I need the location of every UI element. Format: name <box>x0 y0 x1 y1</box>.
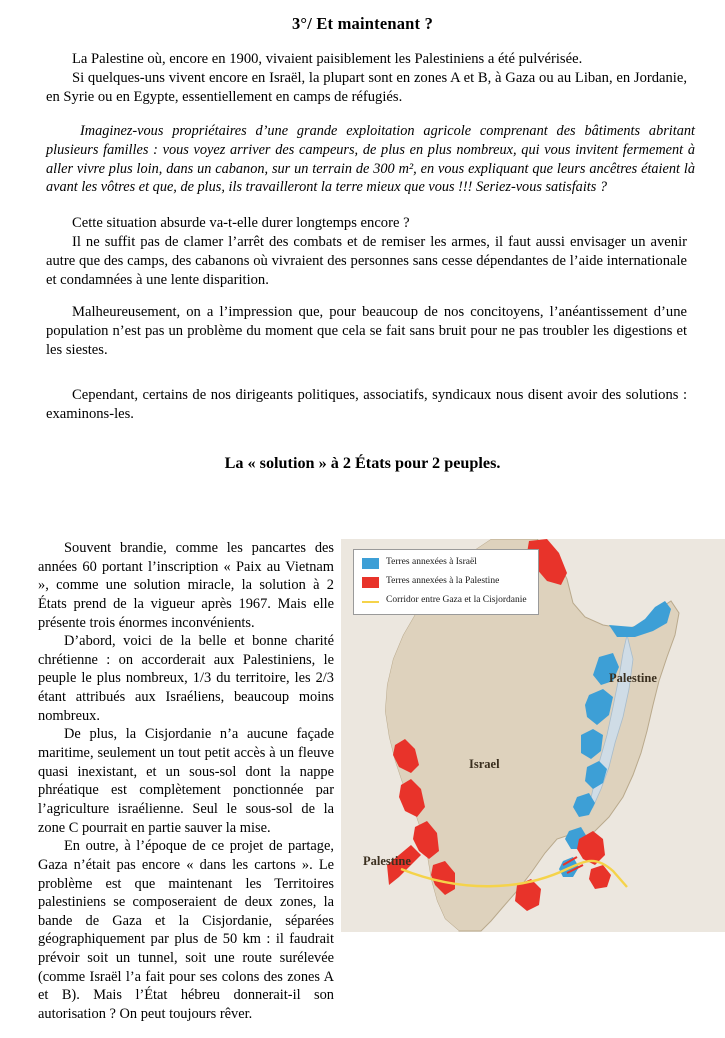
map-label-palestine-southwest: Palestine <box>363 854 411 868</box>
blue-square-icon <box>362 558 379 569</box>
italic-paragraph: Imaginez-vous propriétaires d’une grande exploitation agricole comprenant des bâtiments abritant plusieurs familles : vous voyez arriver des campeurs, de plus en plus nombreux, qui vous invitent fermement à aller vivre plus loin, dans un cabanon, sur un terrain de 300 m², en vous expliquant que leurs ancêtres étaient là avant les vôtres et que, de plus, ils travailleront la terre mieux que vous !!! Seriez-vous satisfaits ? <box>46 122 695 196</box>
red-square-icon <box>362 577 379 588</box>
legend-item <box>362 576 532 588</box>
legend-label: Terres annexées à la Palestine <box>386 576 500 586</box>
paragraph: D’abord, voici de la belle et bonne charité chrétienne : on accorderait aux Palestiniens, le peuple le plus nombreux, 1/3 du territoire, les 2/3 étant attribués aux Israéliens, beaucoup moins nombreux. <box>38 633 334 724</box>
paragraph: La Palestine où, encore en 1900, vivaient paisiblement les Palestiniens a été pulvérisée. <box>72 51 583 67</box>
paragraph: Il ne suffit pas de clamer l’arrêt des combats et de remiser les armes, il faut aussi envisager un avenir autre que des camps, des cabanons où vivraient des personnes sans cesse dépendantes de l’aide internationale et condamnées à une lente disparition. <box>46 234 687 289</box>
legend-label: Terres annexées à Israël <box>386 557 477 567</box>
paragraph: Cependant, certains de nos dirigeants politiques, associatifs, syndicaux nous disent avoir des solutions : examinons-les. <box>46 387 687 423</box>
paragraph: Malheureusement, on a l’impression que, pour beaucoup de nos concitoyens, l’anéantissement d’une population n’est pas un problème du moment que cela se fait sans bruit pour ne pas troubler les digestions et les siestes. <box>46 304 687 359</box>
map-legend <box>353 549 539 615</box>
paragraph: De plus, la Cisjordanie n’a aucune façade maritime, seulement un tout petit accès à un fleuve quasi inexistant, et un sous-sol dont la nappe phréatique est complètement ponctionnée par l’agriculture israélienne. Seul le sous-sol de la zone C pourrait en partie sauver la mise. <box>38 726 334 836</box>
map-label-palestine-northeast: Palestine <box>609 671 657 685</box>
paragraph: En outre, à l’époque de ce projet de partage, Gaza n’était pas encore « dans les cartons ». Le problème est que maintenant les Territoires palestiniens se composeraient de deux zones, la bande de Gaza et la Cisjordanie, séparées géographiquement par plus de 50 km : il faudrait prévoir soit un tunnel, soit une route surélevée (comme Israël l’a fait pour ses colons des zones A et B). Mais l’État hébreu donnerait-il son autorisation ? On peut toujours rêver. <box>38 838 334 1023</box>
map-figure <box>341 539 725 932</box>
paragraph: Souvent brandie, comme les pancartes des années 60 portant l’inscription « Paix au Vietnam », comme une solution miracle, la solution à 2 États prend de la vigueur après 1967. Mais elle présente trois énormes inconvénients. <box>38 540 334 631</box>
body-block-2 <box>46 214 687 424</box>
document-page <box>0 14 725 1038</box>
legend-item <box>362 595 532 607</box>
map-label-israel: Israel <box>469 757 500 771</box>
legend-label: Corridor entre Gaza et la Cisjordanie <box>386 595 527 605</box>
paragraph: Cette situation absurde va-t-elle durer longtemps encore ? <box>72 215 410 232</box>
intro-block <box>46 50 687 107</box>
legend-item <box>362 557 532 569</box>
paragraph: Si quelques-uns vivent encore en Israël, la plupart sont en zones A et B, à Gaza ou au Liban, en Jordanie, en Syrie ou en Egypte, essentiellement en camps de réfugiés. <box>46 69 687 105</box>
yellow-line-icon <box>362 596 379 607</box>
section-subtitle: La « solution » à 2 États pour 2 peuples. <box>224 454 501 473</box>
page-title: 3°/ Et maintenant ? <box>291 14 434 33</box>
left-column-text <box>38 539 334 1024</box>
